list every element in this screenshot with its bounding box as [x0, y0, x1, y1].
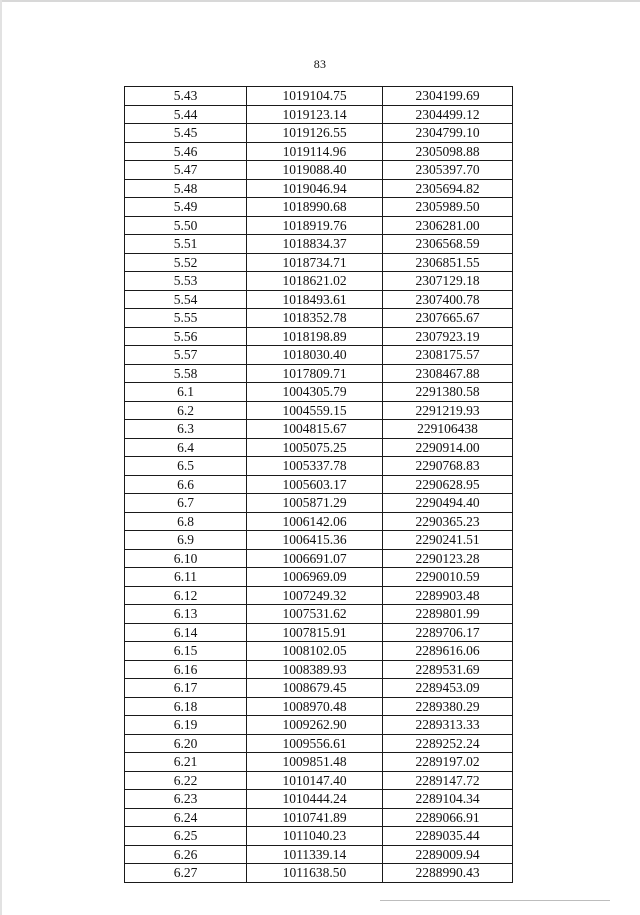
- table-row: [125, 549, 513, 568]
- table-row: [125, 660, 513, 679]
- point-id-cell: 5.45: [125, 124, 247, 143]
- y-coordinate-cell: 2304499.12: [383, 105, 513, 124]
- table-row: [125, 87, 513, 106]
- point-id-cell: 6.7: [125, 494, 247, 513]
- point-id-cell: 6.11: [125, 568, 247, 587]
- point-id-cell: 5.51: [125, 235, 247, 254]
- table-row: [125, 105, 513, 124]
- y-coordinate-cell: 2289197.02: [383, 753, 513, 772]
- table-row: [125, 771, 513, 790]
- table-row: [125, 198, 513, 217]
- x-coordinate-cell: 1009262.90: [247, 716, 383, 735]
- x-coordinate-cell: 1018352.78: [247, 309, 383, 328]
- y-coordinate-cell: 2289147.72: [383, 771, 513, 790]
- table-row: [125, 605, 513, 624]
- point-id-cell: 5.53: [125, 272, 247, 291]
- y-coordinate-cell: 2289066.91: [383, 808, 513, 827]
- x-coordinate-cell: 1019104.75: [247, 87, 383, 106]
- x-coordinate-cell: 1018919.76: [247, 216, 383, 235]
- point-id-cell: 5.47: [125, 161, 247, 180]
- table-row: [125, 568, 513, 587]
- x-coordinate-cell: 1018198.89: [247, 327, 383, 346]
- point-id-cell: 6.19: [125, 716, 247, 735]
- table-row: [125, 864, 513, 883]
- y-coordinate-cell: 2290241.51: [383, 531, 513, 550]
- y-coordinate-cell: 2290365.23: [383, 512, 513, 531]
- point-id-cell: 5.58: [125, 364, 247, 383]
- x-coordinate-cell: 1006415.36: [247, 531, 383, 550]
- point-id-cell: 5.57: [125, 346, 247, 365]
- table-row: [125, 716, 513, 735]
- coordinate-table: [124, 86, 513, 883]
- y-coordinate-cell: 2289903.48: [383, 586, 513, 605]
- y-coordinate-cell: 2306281.00: [383, 216, 513, 235]
- x-coordinate-cell: 1011339.14: [247, 845, 383, 864]
- y-coordinate-cell: 2289453.09: [383, 679, 513, 698]
- point-id-cell: 6.14: [125, 623, 247, 642]
- x-coordinate-cell: 1018990.68: [247, 198, 383, 217]
- point-id-cell: 6.8: [125, 512, 247, 531]
- point-id-cell: 6.9: [125, 531, 247, 550]
- y-coordinate-cell: 2305098.88: [383, 142, 513, 161]
- coordinate-table-body: [125, 87, 513, 883]
- x-coordinate-cell: 1019114.96: [247, 142, 383, 161]
- point-id-cell: 5.44: [125, 105, 247, 124]
- table-row: [125, 494, 513, 513]
- y-coordinate-cell: 2305397.70: [383, 161, 513, 180]
- table-row: [125, 586, 513, 605]
- point-id-cell: 6.1: [125, 383, 247, 402]
- y-coordinate-cell: 2289035.44: [383, 827, 513, 846]
- x-coordinate-cell: 1007815.91: [247, 623, 383, 642]
- point-id-cell: 5.54: [125, 290, 247, 309]
- x-coordinate-cell: 1008389.93: [247, 660, 383, 679]
- table-row: [125, 235, 513, 254]
- x-coordinate-cell: 1006691.07: [247, 549, 383, 568]
- y-coordinate-cell: 2304199.69: [383, 87, 513, 106]
- point-id-cell: 5.43: [125, 87, 247, 106]
- table-row: [125, 124, 513, 143]
- point-id-cell: 6.18: [125, 697, 247, 716]
- table-row: [125, 623, 513, 642]
- y-coordinate-cell: 2291219.93: [383, 401, 513, 420]
- table-row: [125, 290, 513, 309]
- x-coordinate-cell: 1017809.71: [247, 364, 383, 383]
- table-row: [125, 642, 513, 661]
- point-id-cell: 6.2: [125, 401, 247, 420]
- x-coordinate-cell: 1008102.05: [247, 642, 383, 661]
- table-row: [125, 512, 513, 531]
- table-row: [125, 179, 513, 198]
- x-coordinate-cell: 1008970.48: [247, 697, 383, 716]
- y-coordinate-cell: 2289706.17: [383, 623, 513, 642]
- x-coordinate-cell: 1018030.40: [247, 346, 383, 365]
- scan-edge-top: [0, 0, 640, 2]
- x-coordinate-cell: 1011638.50: [247, 864, 383, 883]
- x-coordinate-cell: 1019126.55: [247, 124, 383, 143]
- point-id-cell: 6.24: [125, 808, 247, 827]
- table-row: [125, 457, 513, 476]
- table-row: [125, 216, 513, 235]
- x-coordinate-cell: 1018493.61: [247, 290, 383, 309]
- y-coordinate-cell: 2308175.57: [383, 346, 513, 365]
- point-id-cell: 6.5: [125, 457, 247, 476]
- x-coordinate-cell: 1004559.15: [247, 401, 383, 420]
- y-coordinate-cell: 2307923.19: [383, 327, 513, 346]
- point-id-cell: 6.22: [125, 771, 247, 790]
- table-row: [125, 272, 513, 291]
- y-coordinate-cell: 2288990.43: [383, 864, 513, 883]
- x-coordinate-cell: 1007531.62: [247, 605, 383, 624]
- y-coordinate-cell: 2289380.29: [383, 697, 513, 716]
- point-id-cell: 6.23: [125, 790, 247, 809]
- x-coordinate-cell: 1018834.37: [247, 235, 383, 254]
- y-coordinate-cell: 2290914.00: [383, 438, 513, 457]
- point-id-cell: 6.17: [125, 679, 247, 698]
- table-row: [125, 309, 513, 328]
- table-row: [125, 679, 513, 698]
- x-coordinate-cell: 1019046.94: [247, 179, 383, 198]
- x-coordinate-cell: 1008679.45: [247, 679, 383, 698]
- x-coordinate-cell: 1010741.89: [247, 808, 383, 827]
- table-row: [125, 420, 513, 439]
- scan-artifact-line: [380, 900, 610, 901]
- point-id-cell: 6.4: [125, 438, 247, 457]
- table-row: [125, 401, 513, 420]
- point-id-cell: 6.3: [125, 420, 247, 439]
- x-coordinate-cell: 1007249.32: [247, 586, 383, 605]
- y-coordinate-cell: 229106438: [383, 420, 513, 439]
- point-id-cell: 6.25: [125, 827, 247, 846]
- point-id-cell: 6.16: [125, 660, 247, 679]
- x-coordinate-cell: 1005337.78: [247, 457, 383, 476]
- x-coordinate-cell: 1019123.14: [247, 105, 383, 124]
- x-coordinate-cell: 1004815.67: [247, 420, 383, 439]
- x-coordinate-cell: 1010147.40: [247, 771, 383, 790]
- point-id-cell: 5.48: [125, 179, 247, 198]
- point-id-cell: 6.20: [125, 734, 247, 753]
- table-row: [125, 790, 513, 809]
- y-coordinate-cell: 2289531.69: [383, 660, 513, 679]
- table-row: [125, 253, 513, 272]
- x-coordinate-cell: 1009556.61: [247, 734, 383, 753]
- point-id-cell: 5.50: [125, 216, 247, 235]
- point-id-cell: 6.13: [125, 605, 247, 624]
- table-row: [125, 364, 513, 383]
- x-coordinate-cell: 1011040.23: [247, 827, 383, 846]
- table-row: [125, 346, 513, 365]
- table-row: [125, 383, 513, 402]
- x-coordinate-cell: 1005871.29: [247, 494, 383, 513]
- y-coordinate-cell: 2290628.95: [383, 475, 513, 494]
- y-coordinate-cell: 2289616.06: [383, 642, 513, 661]
- point-id-cell: 5.52: [125, 253, 247, 272]
- x-coordinate-cell: 1004305.79: [247, 383, 383, 402]
- point-id-cell: 6.12: [125, 586, 247, 605]
- y-coordinate-cell: 2290123.28: [383, 549, 513, 568]
- y-coordinate-cell: 2306851.55: [383, 253, 513, 272]
- x-coordinate-cell: 1018734.71: [247, 253, 383, 272]
- point-id-cell: 6.21: [125, 753, 247, 772]
- point-id-cell: 6.26: [125, 845, 247, 864]
- x-coordinate-cell: 1005075.25: [247, 438, 383, 457]
- y-coordinate-cell: 2290768.83: [383, 457, 513, 476]
- x-coordinate-cell: 1019088.40: [247, 161, 383, 180]
- point-id-cell: 6.6: [125, 475, 247, 494]
- point-id-cell: 5.49: [125, 198, 247, 217]
- y-coordinate-cell: 2289313.33: [383, 716, 513, 735]
- x-coordinate-cell: 1006969.09: [247, 568, 383, 587]
- y-coordinate-cell: 2289252.24: [383, 734, 513, 753]
- y-coordinate-cell: 2290010.59: [383, 568, 513, 587]
- y-coordinate-cell: 2307400.78: [383, 290, 513, 309]
- y-coordinate-cell: 2290494.40: [383, 494, 513, 513]
- table-row: [125, 827, 513, 846]
- table-row: [125, 734, 513, 753]
- point-id-cell: 5.46: [125, 142, 247, 161]
- y-coordinate-cell: 2289801.99: [383, 605, 513, 624]
- table-row: [125, 142, 513, 161]
- x-coordinate-cell: 1005603.17: [247, 475, 383, 494]
- point-id-cell: 5.55: [125, 309, 247, 328]
- page-number: 83: [313, 57, 327, 71]
- scan-edge-left: [0, 0, 2, 915]
- y-coordinate-cell: 2305694.82: [383, 179, 513, 198]
- y-coordinate-cell: 2307665.67: [383, 309, 513, 328]
- y-coordinate-cell: 2304799.10: [383, 124, 513, 143]
- table-row: [125, 438, 513, 457]
- table-row: [125, 753, 513, 772]
- table-row: [125, 808, 513, 827]
- point-id-cell: 6.27: [125, 864, 247, 883]
- y-coordinate-cell: 2291380.58: [383, 383, 513, 402]
- point-id-cell: 6.10: [125, 549, 247, 568]
- point-id-cell: 5.56: [125, 327, 247, 346]
- x-coordinate-cell: 1006142.06: [247, 512, 383, 531]
- x-coordinate-cell: 1009851.48: [247, 753, 383, 772]
- table-row: [125, 697, 513, 716]
- x-coordinate-cell: 1010444.24: [247, 790, 383, 809]
- table-row: [125, 475, 513, 494]
- table-row: [125, 327, 513, 346]
- table-row: [125, 531, 513, 550]
- y-coordinate-cell: 2308467.88: [383, 364, 513, 383]
- point-id-cell: 6.15: [125, 642, 247, 661]
- table-row: [125, 845, 513, 864]
- x-coordinate-cell: 1018621.02: [247, 272, 383, 291]
- y-coordinate-cell: 2305989.50: [383, 198, 513, 217]
- table-row: [125, 161, 513, 180]
- y-coordinate-cell: 2306568.59: [383, 235, 513, 254]
- y-coordinate-cell: 2307129.18: [383, 272, 513, 291]
- y-coordinate-cell: 2289009.94: [383, 845, 513, 864]
- y-coordinate-cell: 2289104.34: [383, 790, 513, 809]
